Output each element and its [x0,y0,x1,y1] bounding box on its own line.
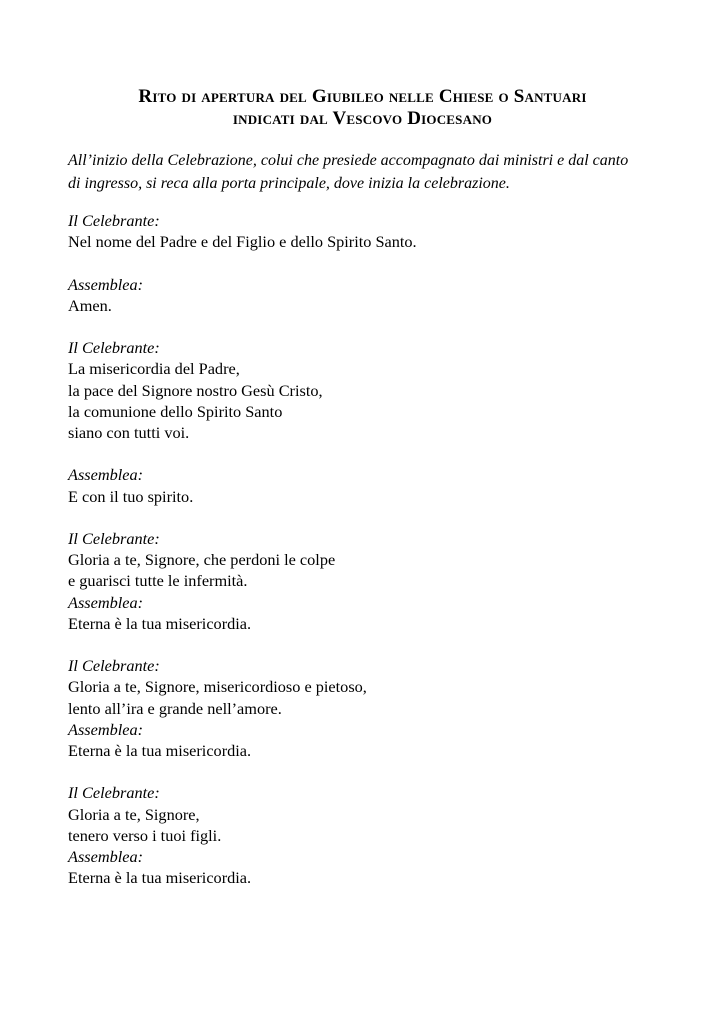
speaker-label: Assemblea: [68,465,144,485]
text-line: lento all’ira e grande nell’amore. [68,698,282,718]
intro-line: di ingresso, si reca alla porta principale, dove inizia la celebrazione. [68,175,510,192]
text-line: la comunione dello Spirito Santo [68,401,283,421]
intro-line: All’inizio della Celebrazione, colui che presiede accompagnato dai ministri e dal canto [68,152,629,169]
liturgy-section [68,655,668,761]
text-line: siano con tutti voi. [68,423,190,442]
speaker-label: Il Celebrante: [68,211,160,230]
speaker-label: Il Celebrante: [68,338,160,358]
title-line: indicati dal Vescovo Diocesano [232,108,493,129]
text-line: E con il tuo spirito. [68,486,194,506]
text-line: Gloria a te, Signore, [68,804,200,824]
text-line: Nel nome del Padre e del Figlio e dello Spirito Santo. [68,232,417,252]
liturgy-section [68,528,668,634]
speaker-label: Assemblea: [68,592,144,612]
document-title [40,86,685,130]
text-line: e guarisci tutte le infermità. [68,571,248,591]
text-line: Gloria a te, Signore, misericordioso e pietoso, [68,677,367,697]
speaker-label: Assemblea: [68,847,144,866]
title-line: Rito di apertura del Giubileo nelle Chiese o Santuari [138,86,587,107]
text-line: La misericordia del Padre, [68,359,240,379]
speaker-label: Assemblea: [68,719,144,739]
text-line: Eterna è la tua misericordia. [68,741,252,760]
speaker-label: Il Celebrante: [68,528,160,548]
text-line: Amen. [68,295,112,315]
text-line: Eterna è la tua misericordia. [68,613,252,633]
liturgy-section [68,782,668,888]
speaker-label: Assemblea: [68,274,144,294]
text-line: tenero verso i tuoi figli. [68,825,222,845]
speaker-label: Il Celebrante: [68,783,160,803]
liturgy-section [68,464,668,506]
liturgy-section [68,274,668,316]
intro-rubric [68,149,678,195]
text-line: Gloria a te, Signore, che perdoni le colpe [68,550,336,570]
text-line: Eterna è la tua misericordia. [68,868,252,888]
speaker-label: Il Celebrante: [68,656,160,676]
text-line: la pace del Signore nostro Gesù Cristo, [68,380,323,400]
liturgy-section [68,337,668,443]
liturgy-section [68,210,668,252]
liturgy-body [68,210,668,910]
